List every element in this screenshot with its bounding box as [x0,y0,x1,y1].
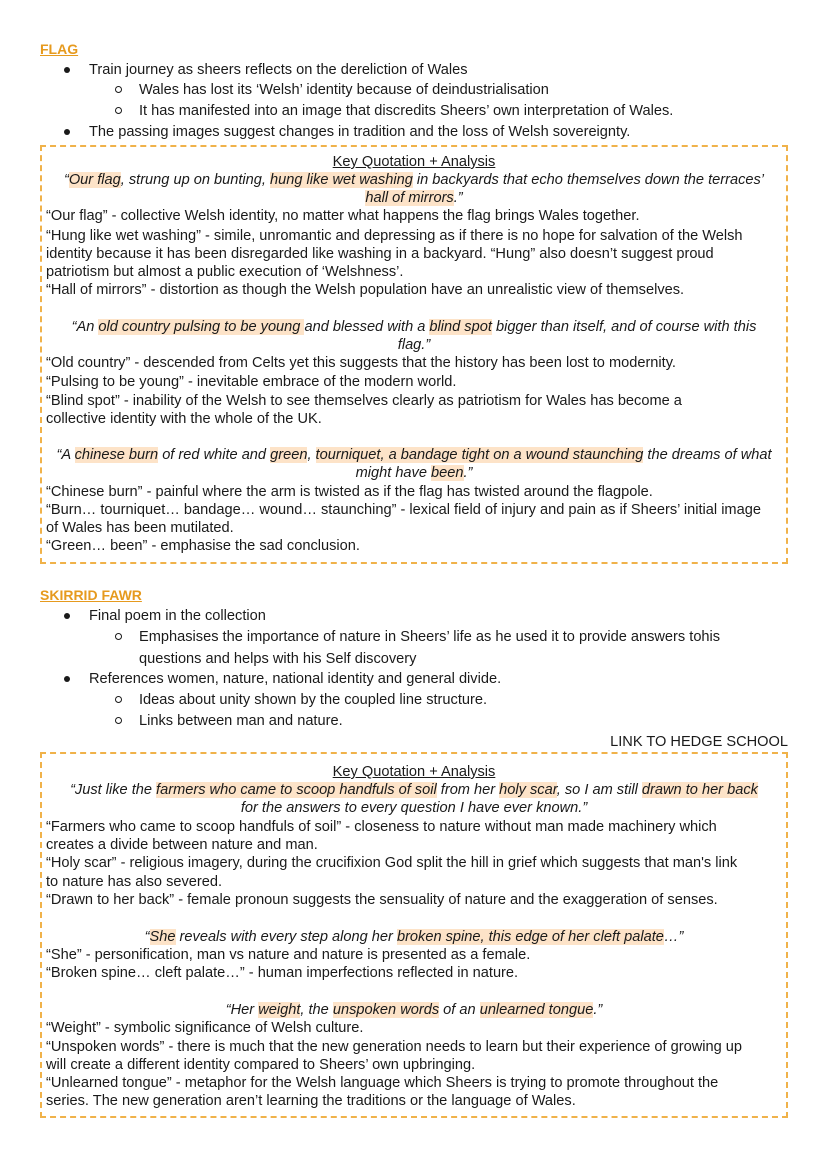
flag-analysis: “Green… been” - emphasise the sad conclusion. [46,538,360,554]
skirrid-analysis: series. The new generation aren’t learning the traditions or the language of Wales. [46,1093,576,1109]
skirrid-analysis: “Drawn to her back” - female pronoun suggests the sensuality of nature and the exaggeration of senses. [46,892,718,908]
flag-key-title: Key Quotation + Analysis [332,154,496,170]
flag-analysis: “Pulsing to be young” - inevitable embrace of the modern world. [46,374,457,390]
skirrid-analysis: “She” - personification, man vs nature and nature is presented as a female. [46,947,531,963]
bullet-dot [64,676,70,682]
flag-analysis: “Hall of mirrors” - distortion as though the Welsh population have an unrealistic view of themselves. [46,282,685,298]
skirrid-analysis: “Unspoken words” - there is much that the new generation needs to learn but their experience of growing up [46,1039,743,1055]
flag-analysis: “Chinese burn” - painful where the arm is twisted as if the flag has twisted around the flagpole. [46,484,653,500]
skirrid-sub-bullet-2: Ideas about unity shown by the coupled line structure. [139,692,488,708]
link-note: LINK TO HEDGE SCHOOL [610,734,788,750]
flag-analysis: “Old country” - descended from Celts yet this suggests that the history has been lost to modernity. [46,355,676,371]
skirrid-analysis: will create a different identity compared to Sheers’ own upbringing. [46,1057,476,1073]
skirrid-bullet-2: References women, nature, national identity and general divide. [89,671,502,687]
flag-analysis: “Hung like wet washing” - simile, unromantic and depressing as if there is no hope for salvation of the Welsh [46,228,743,244]
bullet-dot [64,613,70,619]
skirrid-sub-bullet-1-cont: questions and helps with his Self discovery [139,651,417,667]
flag-analysis: collective identity with the whole of the UK. [46,411,322,427]
skirrid-analysis: creates a divide between nature and man. [46,837,318,853]
skirrid-heading: SKIRRID FAWR [40,587,142,603]
sub-bullet-circle [115,717,122,724]
skirrid-sub-bullet-3: Links between man and nature. [139,713,343,729]
bullet-dot [64,67,70,73]
sub-bullet-circle [115,107,122,114]
flag-bullet-1: Train journey as sheers reflects on the dereliction of Wales [89,62,468,78]
flag-quote-2: “An old country pulsing to be young and blessed with a blind spot bigger than itself, and of course with this [71,319,757,335]
flag-analysis: patriotism but almost a public execution of ‘Welshness’. [46,264,404,280]
sub-bullet-circle [115,696,122,703]
skirrid-bullet-1: Final poem in the collection [89,608,266,624]
flag-analysis: of Wales has been mutilated. [46,520,234,536]
skirrid-analysis: “Broken spine… cleft palate…” - human imperfections reflected in nature. [46,965,519,981]
skirrid-analysis: “Farmers who came to scoop handfuls of soil” - closeness to nature without man made machinery which [46,819,717,835]
flag-analysis: “Our flag” - collective Welsh identity, no matter what happens the flag brings Wales together. [46,208,640,224]
skirrid-analysis: “Unlearned tongue” - metaphor for the Welsh language which Sheers is trying to promote throughout the [46,1075,719,1091]
flag-analysis: “Blind spot” - inability of the Welsh to see themselves clearly as patriotism for Wales has become a [46,393,682,409]
flag-sub-bullet-2: It has manifested into an image that discredits Sheers’ own interpretation of Wales. [139,103,674,119]
skirrid-quote-3: “Her weight, the unspoken words of an unlearned tongue.” [225,1002,603,1018]
flag-quote-2-cont: flag.” [397,337,431,353]
skirrid-quote-1: “Just like the farmers who came to scoop handfuls of soil from her holy scar, so I am still drawn to her back [70,782,758,798]
skirrid-sub-bullet-1: Emphasises the importance of nature in Sheers’ life as he used it to provide answers tohis [139,629,721,645]
flag-quote-1-cont: hall of mirrors.” [365,190,463,206]
flag-bullet-2: The passing images suggest changes in tradition and the loss of Welsh sovereignty. [89,124,631,140]
skirrid-analysis: “Holy scar” - religious imagery, during the crucifixion God split the hill in grief which suggests that man's link [46,855,738,871]
flag-sub-bullet-1: Wales has lost its ‘Welsh’ identity because of deindustrialisation [139,82,549,98]
skirrid-analysis: to nature has also severed. [46,874,223,890]
skirrid-key-title: Key Quotation + Analysis [332,764,496,780]
skirrid-quote-1-cont: for the answers to every question I have ever known.” [240,800,588,816]
skirrid-quote-2: “She reveals with every step along her broken spine, this edge of her cleft palate…” [144,929,684,945]
flag-analysis: identity because it has been disregarded like washing in a backyard. “Hung” also doesn’t suggest proud [46,246,714,262]
sub-bullet-circle [115,86,122,93]
flag-heading: FLAG [40,41,79,57]
skirrid-analysis: “Weight” - symbolic significance of Welsh culture. [46,1020,364,1036]
flag-quote-1: “Our flag, strung up on bunting, hung like wet washing in backyards that echo themselves down the terraces’ [63,172,765,188]
flag-quote-3: “A chinese burn of red white and green, tourniquet, a bandage tight on a wound staunching the dreams of what [56,447,772,463]
flag-analysis: “Burn… tourniquet… bandage… wound… staunching” - lexical field of injury and pain as if Sheers’ initial image [46,502,761,518]
sub-bullet-circle [115,633,122,640]
bullet-dot [64,129,70,135]
flag-quote-3-cont: might have been.” [355,465,473,481]
